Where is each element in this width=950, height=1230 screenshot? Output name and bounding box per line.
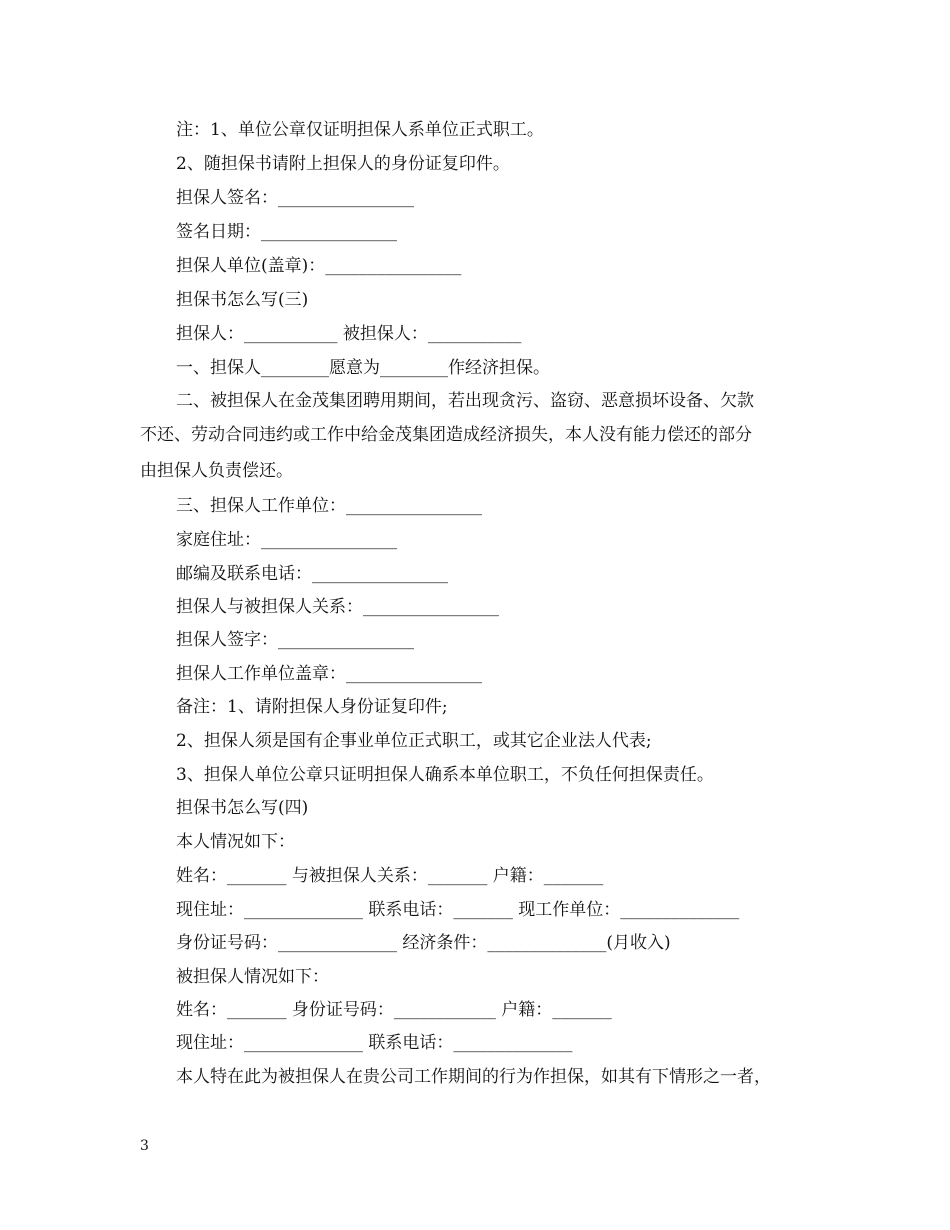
remark-line-2: 2、担保人须是国有企事业单位正式职工，或其它企业法人代表; — [176, 731, 652, 751]
work-unit-seal-line: 担保人工作单位盖章：________________ — [176, 664, 482, 684]
guarantor-unit-seal-line: 担保人单位(盖章)：________________ — [176, 256, 462, 276]
clause-3-work-unit: 三、担保人工作单位：________________ — [176, 496, 482, 516]
parties-line: 担保人：___________ 被担保人：___________ — [176, 324, 522, 344]
remark-line-3: 3、担保人单位公章只证明担保人确系本单位职工，不负任何担保责任。 — [176, 765, 714, 785]
clause-2-line-3: 由担保人负责偿还。 — [140, 461, 293, 481]
section-heading-3: 担保书怎么写(三) — [176, 290, 309, 310]
guarantor-sign-line: 担保人签字：________________ — [176, 630, 414, 650]
self-address-row: 现住址：______________ 联系电话：_______ 现工作单位：______________ — [176, 900, 740, 920]
remark-line-1: 备注：1、请附担保人身份证复印件; — [176, 697, 448, 717]
guarantor-signature-line: 担保人签名：________________ — [176, 188, 414, 208]
note-line-2: 2、随担保书请附上担保人的身份证复印件。 — [176, 154, 510, 174]
guaranteed-address-row: 现住址：______________ 联系电话：______________ — [176, 1033, 573, 1053]
section-heading-4: 担保书怎么写(四) — [176, 798, 309, 818]
home-address-line: 家庭住址：________________ — [176, 530, 397, 550]
page-number: 3 — [140, 1138, 149, 1154]
guaranteed-name-row: 姓名：_______ 身份证号码：____________ 户籍：_______ — [176, 1000, 612, 1020]
clause-2-line-1: 二、被担保人在金茂集团聘用期间，若出现贪污、盗窃、恶意损坏设备、欠款 — [176, 391, 754, 411]
closing-paragraph-line: 本人特在此为被担保人在贵公司工作期间的行为作担保，如其有下情形之一者， — [176, 1067, 771, 1087]
clause-1: 一、担保人________愿意为________作经济担保。 — [176, 358, 550, 378]
note-line-1: 注：1、单位公章仅证明担保人系单位正式职工。 — [176, 120, 544, 140]
clause-2-line-2: 不还、劳动合同违约或工作中给金茂集团造成经济损失，本人没有能力偿还的部分 — [140, 425, 752, 445]
relationship-line: 担保人与被担保人关系：________________ — [176, 597, 499, 617]
postcode-phone-line: 邮编及联系电话：________________ — [176, 564, 448, 584]
self-info-heading: 本人情况如下： — [176, 832, 295, 852]
guaranteed-info-heading: 被担保人情况如下： — [176, 967, 329, 987]
signature-date-line: 签名日期：________________ — [176, 222, 397, 242]
self-id-row: 身份证号码：______________ 经济条件：______________(月收入) — [176, 933, 671, 953]
self-name-row: 姓名：_______ 与被担保人关系：_______ 户籍：_______ — [176, 866, 604, 886]
